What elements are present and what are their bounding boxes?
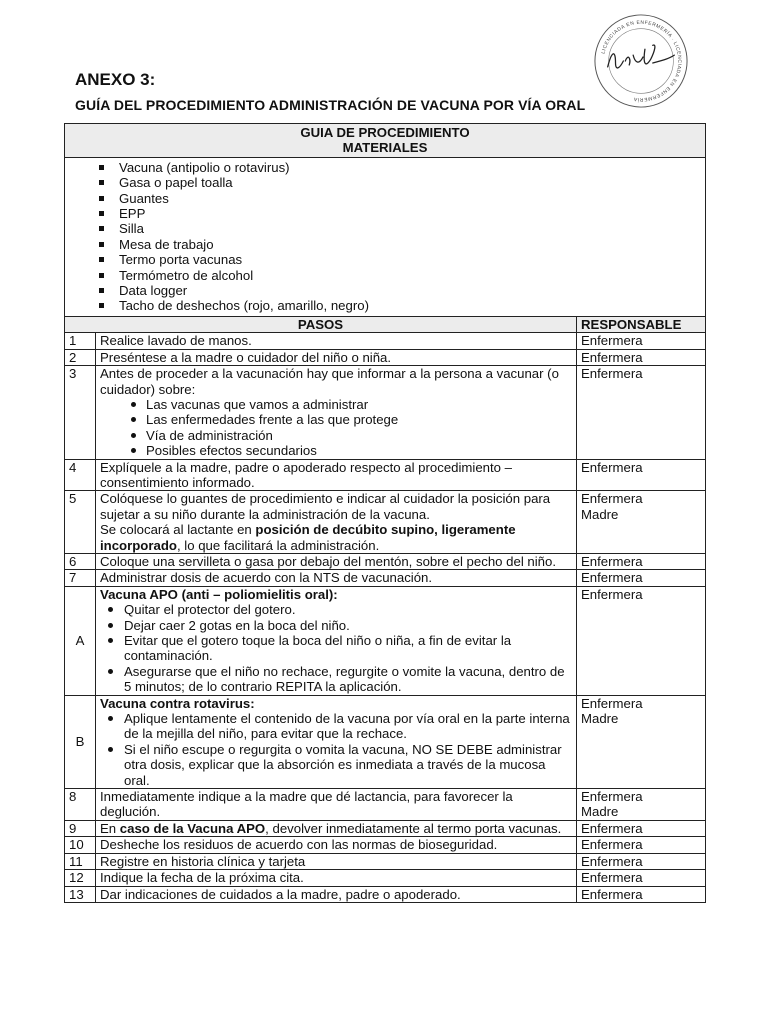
step-text: , devolver inmediatamente al termo porta vacunas.	[265, 820, 562, 836]
list-item: Aplique lentamente el contenido de la vacuna por vía oral en la parte interna de la mejilla del niño, para evitar que la rechace.	[100, 711, 572, 742]
list-item: Termo porta vacunas	[99, 252, 701, 267]
step-letter: A	[65, 586, 96, 695]
step-responsible	[577, 491, 706, 554]
list-item: Quitar el protector del gotero.	[100, 602, 572, 617]
step-number: 6	[65, 553, 96, 569]
step-responsible: Enfermera	[577, 349, 706, 365]
table-row	[65, 820, 706, 836]
step-content	[96, 695, 577, 788]
table-row	[65, 366, 706, 459]
responsible-entry: Madre	[581, 711, 619, 727]
step-responsible: Enfermera	[577, 459, 706, 491]
step-text: Realice lavado de manos.	[96, 333, 577, 349]
step-content	[96, 366, 577, 459]
step-responsible: Enfermera	[577, 853, 706, 869]
table-row	[65, 853, 706, 869]
responsible-entry: Enfermera	[581, 789, 643, 805]
step-responsible: Enfermera	[577, 837, 706, 853]
materials-cell	[65, 157, 706, 316]
list-item: Vía de administración	[100, 428, 572, 443]
step-number: 12	[65, 870, 96, 886]
step-number: 11	[65, 853, 96, 869]
step-number: 10	[65, 837, 96, 853]
step-number: 9	[65, 820, 96, 836]
step-responsible: Enfermera	[577, 366, 706, 459]
table-header-cell	[65, 124, 706, 158]
step-letter: B	[65, 695, 96, 788]
table-row	[65, 491, 706, 554]
list-item: Vacuna (antipolio o rotavirus)	[99, 160, 701, 175]
step-text: Desheche los residuos de acuerdo con las normas de bioseguridad.	[96, 837, 577, 853]
step-responsible: Enfermera	[577, 886, 706, 902]
step-number: 3	[65, 366, 96, 459]
annex-label: ANEXO 3:	[75, 70, 156, 89]
vaccine-bullet-list	[100, 711, 572, 788]
svg-text:LICENCIADA EN ENFERMERÍA · LIC: LICENCIADA EN ENFERMERÍA · LICENCIADA EN ENFERMERÍA	[601, 20, 682, 102]
table-row	[65, 459, 706, 491]
step-text: Registre en historia clínica y tarjeta	[96, 853, 577, 869]
step-responsible: Enfermera	[577, 870, 706, 886]
column-header-responsable: RESPONSABLE	[577, 316, 706, 332]
list-item: Las enfermedades frente a las que protege	[100, 412, 572, 427]
procedure-table	[64, 123, 706, 903]
step-number: 8	[65, 789, 96, 821]
step-text: Indique la fecha de la próxima cita.	[96, 870, 577, 886]
table-row	[65, 837, 706, 853]
step-text: Explíquele a la madre, padre o apoderado respecto al procedimiento – consentimiento informado.	[96, 459, 577, 491]
table-row	[65, 789, 706, 821]
table-row	[65, 886, 706, 902]
list-item: Gasa o papel toalla	[99, 175, 701, 190]
list-item: Dejar caer 2 gotas en la boca del niño.	[100, 618, 572, 633]
list-item: EPP	[99, 206, 701, 221]
step-text: Administrar dosis de acuerdo con la NTS de vacunación.	[96, 570, 577, 586]
info-bullet-list	[100, 397, 572, 459]
step-responsible: Enfermera	[577, 553, 706, 569]
table-header-row	[65, 124, 706, 158]
table-row	[65, 870, 706, 886]
step-responsible: Enfermera	[577, 586, 706, 695]
list-item: Silla	[99, 221, 701, 236]
table-row	[65, 553, 706, 569]
table-row	[65, 333, 706, 349]
step-text: Coloque una servilleta o gasa por debajo del mentón, sobre el pecho del niño.	[96, 553, 577, 569]
step-text: Inmediatamente indique a la madre que dé lactancia, para favorecer la deglución.	[96, 789, 577, 821]
list-item: Tacho de deshechos (rojo, amarillo, negro)	[99, 298, 701, 313]
step-number: 1	[65, 333, 96, 349]
step-text-emphasis: posición de decúbito supino, ligeramente incorporado	[100, 522, 516, 553]
table-row	[65, 349, 706, 365]
materials-list	[99, 160, 701, 314]
step-text-emphasis: caso de la Vacuna APO	[119, 820, 266, 836]
table-row	[65, 695, 706, 788]
step-responsible	[577, 789, 706, 821]
vaccine-heading: Vacuna contra rotavirus:	[100, 695, 255, 711]
step-text: , lo que facilitará la administración.	[176, 537, 380, 553]
step-responsible: Enfermera	[577, 570, 706, 586]
column-header-pasos: PASOS	[65, 316, 577, 332]
step-number: 2	[65, 349, 96, 365]
step-content	[96, 491, 577, 554]
responsible-entry: Madre	[581, 506, 619, 522]
list-item: Termómetro de alcohol	[99, 268, 701, 283]
list-item: Evitar que el gotero toque la boca del niño o niña, a fin de evitar la contaminación.	[100, 633, 572, 664]
step-responsible: Enfermera	[577, 333, 706, 349]
list-item: Mesa de trabajo	[99, 237, 701, 252]
table-row	[65, 570, 706, 586]
step-text: Dar indicaciones de cuidados a la madre, padre o apoderado.	[96, 886, 577, 902]
list-item: Posibles efectos secundarios	[100, 443, 572, 458]
list-item: Data logger	[99, 283, 701, 298]
list-item: Guantes	[99, 191, 701, 206]
step-content	[96, 586, 577, 695]
step-text: Colóquese lo guantes de procedimiento e indicar al cuidador la posición para sujetar a su niño durante la administración de la vacuna.	[100, 491, 551, 522]
guide-title: GUÍA DEL PROCEDIMIENTO ADMINISTRACIÓN DE VACUNA POR VÍA ORAL	[75, 97, 586, 113]
responsible-entry: Madre	[581, 804, 619, 820]
vaccine-bullet-list	[100, 602, 572, 694]
steps-header-row	[65, 316, 706, 332]
list-item: Asegurarse que el niño no rechace, regurgite o vomite la vacuna, dentro de 5 minutos; de lo contrario REPITA la aplicación.	[100, 664, 572, 695]
step-content	[96, 820, 577, 836]
list-item: Si el niño escupe o regurgita o vomita la vacuna, NO SE DEBE administrar otra dosis, explicar que la absorción es inmediata a través de la mucosa oral.	[100, 742, 572, 788]
list-item: Las vacunas que vamos a administrar	[100, 397, 572, 412]
step-text: En	[100, 820, 120, 836]
materials-row	[65, 157, 706, 316]
step-number: 13	[65, 886, 96, 902]
step-responsible	[577, 695, 706, 788]
step-text: Preséntese a la madre o cuidador del niño o niña.	[96, 349, 577, 365]
step-text: Antes de proceder a la vacunación hay que informar a la persona a vacunar (o cuidador) sobre:	[100, 366, 559, 397]
table-row	[65, 586, 706, 695]
header-line-guide: GUIA DE PROCEDIMIENTO	[300, 125, 470, 140]
step-text: Se colocará al lactante en	[100, 522, 256, 538]
step-number: 7	[65, 570, 96, 586]
step-number: 4	[65, 459, 96, 491]
header-line-materials: MATERIALES	[342, 140, 428, 156]
professional-seal-stamp	[592, 12, 690, 110]
responsible-entry: Enfermera	[581, 491, 643, 507]
responsible-entry: Enfermera	[581, 695, 643, 711]
step-number: 5	[65, 491, 96, 554]
step-responsible: Enfermera	[577, 820, 706, 836]
vaccine-heading: Vacuna APO (anti – poliomielitis oral):	[100, 586, 338, 602]
